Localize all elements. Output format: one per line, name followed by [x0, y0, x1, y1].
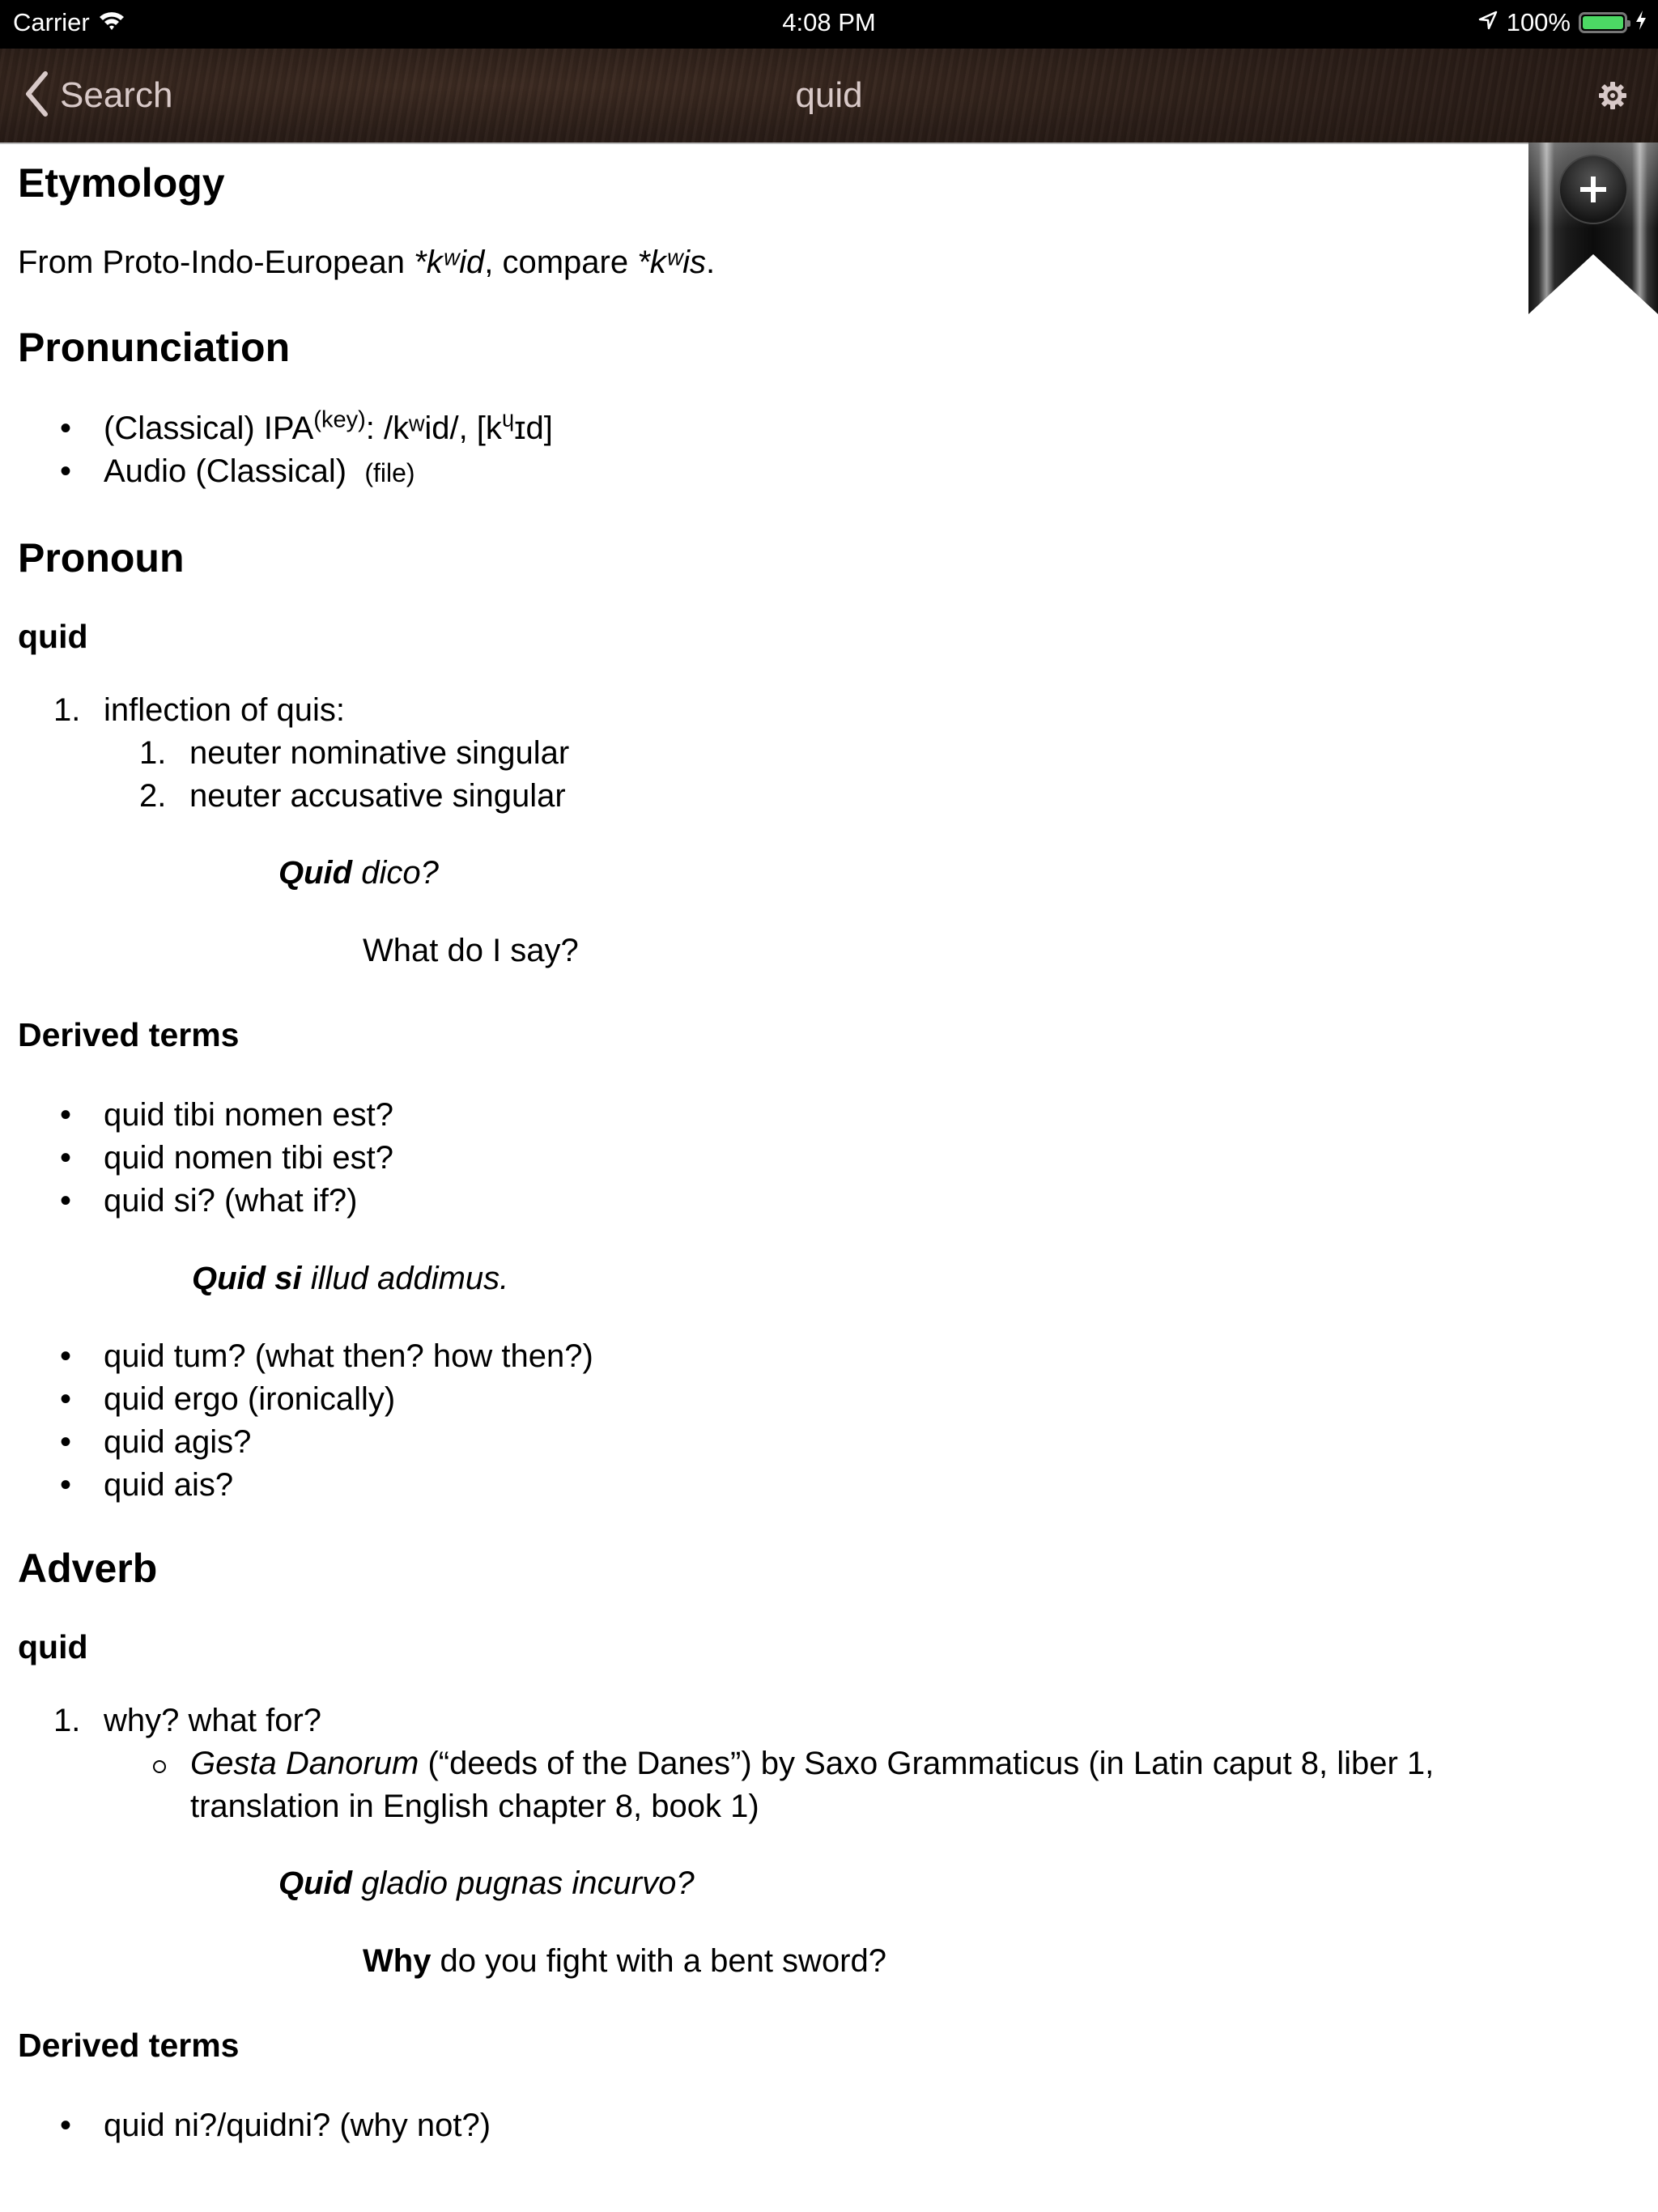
pronoun-headword: quid: [18, 618, 88, 655]
adverb-heading: Adverb: [18, 1546, 158, 1591]
derived-term-item[interactable]: • quid nomen tibi est?: [18, 1137, 1524, 1180]
derived-term-item[interactable]: • quid tum? (what then? how then?): [18, 1335, 1524, 1378]
entry-content: [18, 143, 1524, 2147]
etymology-heading: Etymology: [18, 160, 225, 206]
audio-file-link[interactable]: (file): [364, 458, 415, 487]
back-button-label: Search: [60, 75, 173, 115]
battery-icon: [1579, 12, 1627, 33]
pronoun-derived-list-continued: [18, 1335, 1524, 1507]
gear-icon: [1596, 79, 1629, 112]
derived-term-item[interactable]: • quid si? (what if?): [18, 1180, 1524, 1223]
adverb-headword: quid: [18, 1628, 88, 1665]
adverb-senses: [18, 1699, 1524, 1742]
pronunciation-heading: Pronunciation: [18, 325, 291, 370]
carrier-label: Carrier: [13, 8, 90, 36]
location-arrow-icon: [1477, 8, 1499, 37]
navigation-bar: [0, 49, 1658, 144]
pronunciation-list: [18, 407, 1524, 495]
clock: 4:08 PM: [782, 8, 876, 36]
subsense-item: 2. neuter accusative singular: [139, 778, 566, 814]
sense-text: inflection of quis:: [104, 692, 345, 728]
pronunciation-audio-item: [18, 450, 1524, 495]
charging-bolt-icon: [1635, 8, 1647, 37]
derived-term-item[interactable]: • quid ergo (ironically): [18, 1378, 1524, 1421]
pronoun-example-translation: What do I say?: [363, 933, 579, 968]
pronoun-senses: [18, 689, 1524, 818]
pronunciation-ipa-item: • (Classical) $IPA^{(key)}$: /kʷid/, [kᶣɪd]: [18, 407, 1524, 450]
derived-example: Quid si illud addimus.: [192, 1261, 509, 1296]
ipa-key-link[interactable]: (key): [313, 406, 366, 433]
etymology-root-link[interactable]: *kʷid: [414, 245, 485, 280]
derived-term-item[interactable]: • quid tibi nomen est?: [18, 1094, 1524, 1137]
subsense-item: 1. neuter nominative singular: [139, 735, 570, 771]
pronoun-derived-heading: Derived terms: [18, 1016, 240, 1053]
derived-term-item[interactable]: • quid ais?: [18, 1464, 1524, 1507]
adverb-derived-list: [18, 2104, 1524, 2147]
audio-play-button[interactable]: Audio (Classical): [104, 453, 347, 489]
chevron-left-icon: [24, 70, 49, 121]
pronoun-derived-list: [18, 1094, 1524, 1223]
pronoun-example: Quid dico?: [278, 855, 439, 891]
sense-item: 1. why? what for?: [53, 1703, 322, 1738]
status-bar: [0, 0, 1658, 49]
page-title: quid: [795, 75, 863, 115]
etymology-text: From Proto-Indo-European *kʷid, compare *kʷis.: [18, 245, 716, 280]
derived-term-item[interactable]: • quid ni?/quidni? (why not?): [18, 2104, 1524, 2147]
adverb-example: Quid gladio pugnas incurvo?: [278, 1865, 695, 1901]
adverb-example-translation: Why do you fight with a bent sword?: [363, 1943, 886, 1979]
citation-item: Gesta Danorum (“deeds of the Danes”) by Saxo Grammaticus (in Latin caput 8, liber 1, translation in English chapter 8, book 1): [18, 1742, 1583, 1828]
battery-percent: 100%: [1506, 8, 1571, 36]
pronoun-heading: Pronoun: [18, 535, 185, 581]
etymology-compare-link[interactable]: *kʷis: [637, 245, 707, 280]
adverb-derived-heading: Derived terms: [18, 2027, 240, 2064]
derived-term-item[interactable]: • quid agis?: [18, 1421, 1524, 1464]
back-button[interactable]: [24, 49, 172, 143]
citation-title[interactable]: Gesta Danorum: [190, 1746, 419, 1781]
sense-item: 1. inflection of quis:: [53, 692, 345, 728]
add-bookmark-button[interactable]: [1528, 143, 1658, 314]
settings-button[interactable]: [1596, 79, 1629, 112]
